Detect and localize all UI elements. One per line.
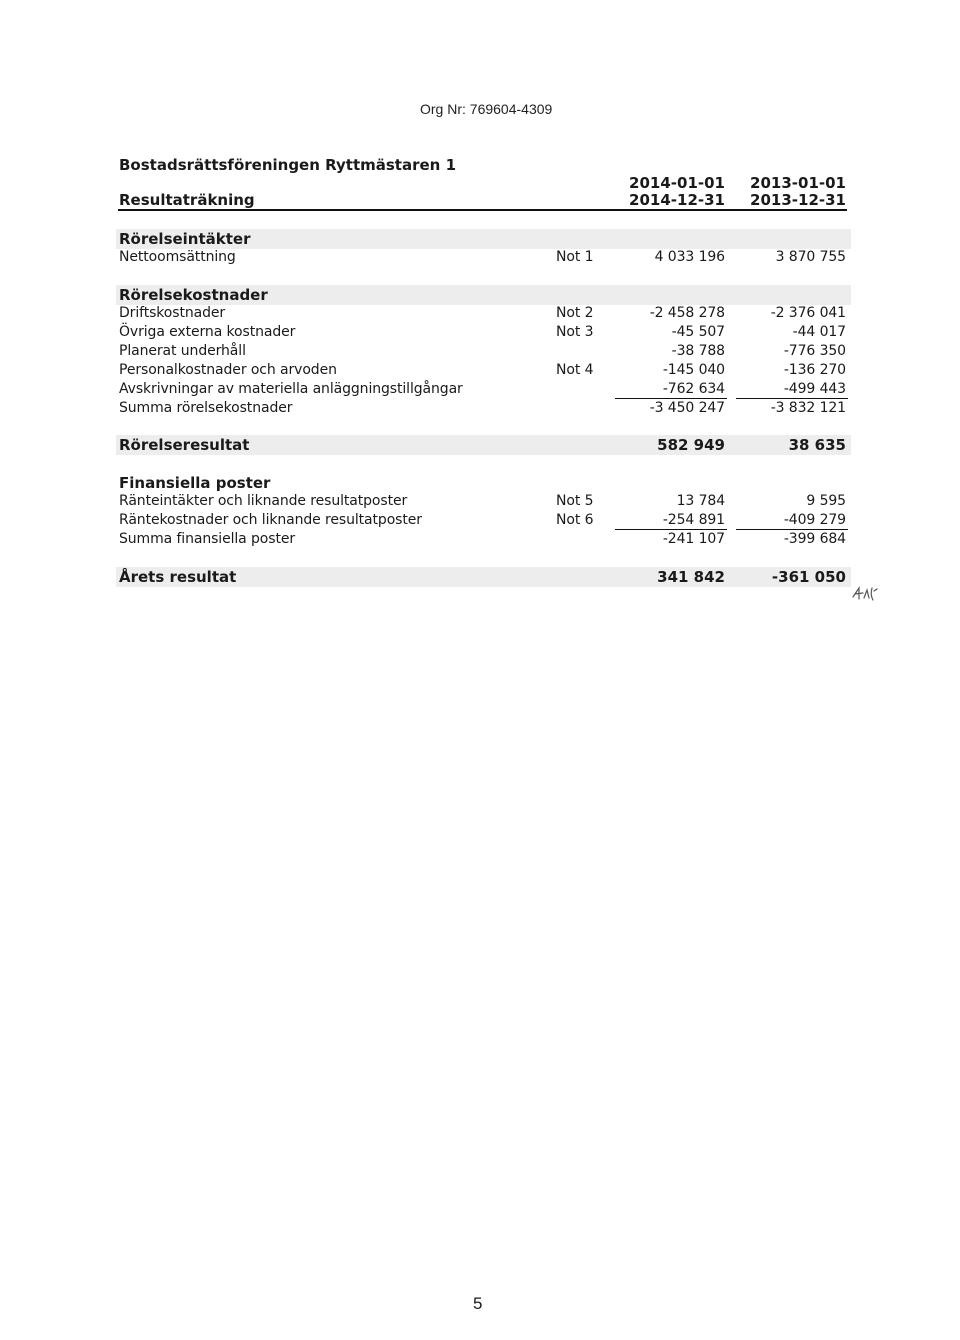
row-label: Ränteintäkter och liknande resultatposter — [119, 493, 408, 509]
income-heading: Rörelseintäkter — [119, 230, 251, 248]
total-label: Summa rörelsekostnader — [119, 400, 293, 416]
row-note: Not 2 — [556, 305, 594, 321]
row-label: Avskrivningar av materiella anläggningstillgångar — [119, 381, 463, 397]
period-2014-to: 2014-12-31 — [629, 191, 725, 209]
net-result-label: Årets resultat — [119, 568, 237, 586]
total-value-2013: -3 832 121 — [770, 400, 846, 416]
row-value-2013: -136 270 — [783, 362, 846, 378]
row-label: Planerat underhåll — [119, 343, 246, 359]
row-label: Nettoomsättning — [119, 249, 236, 265]
row-value-2014: -254 891 — [662, 512, 725, 528]
row-value-2014: -762 634 — [662, 381, 725, 397]
subtotal-rule-2014 — [615, 529, 727, 530]
row-value-2013: -776 350 — [783, 343, 846, 359]
header-rule — [118, 209, 847, 211]
row-value-2013: -44 017 — [792, 324, 846, 340]
row-value-2013: -2 376 041 — [770, 305, 846, 321]
row-note: Not 3 — [556, 324, 594, 340]
row-note: Not 1 — [556, 249, 594, 265]
subtotal-rule-2013 — [736, 529, 848, 530]
row-value-2013: -409 279 — [783, 512, 846, 528]
period-2013-to: 2013-12-31 — [750, 191, 846, 209]
row-value-2014: 4 033 196 — [654, 249, 725, 265]
total-value-2014: -3 450 247 — [649, 400, 725, 416]
operating-result-label: Rörelseresultat — [119, 436, 250, 454]
row-value-2014: -145 040 — [662, 362, 725, 378]
row-value-2013: 9 595 — [806, 493, 846, 509]
period-2013-from: 2013-01-01 — [750, 174, 846, 192]
net-result-2013: -361 050 — [771, 568, 846, 586]
row-value-2013: -499 443 — [783, 381, 846, 397]
row-note: Not 5 — [556, 493, 594, 509]
row-label: Personalkostnader och arvoden — [119, 362, 337, 378]
period-2014-from: 2014-01-01 — [629, 174, 725, 192]
operating-result-2014: 582 949 — [657, 436, 725, 454]
financial-heading: Finansiella poster — [119, 474, 271, 492]
page-number: 5 — [473, 1294, 483, 1313]
subtotal-rule-2013 — [736, 398, 848, 399]
total-label: Summa finansiella poster — [119, 531, 296, 547]
org-number: Org Nr: 769604-4309 — [420, 101, 553, 117]
costs-heading: Rörelsekostnader — [119, 286, 268, 304]
row-label: Driftskostnader — [119, 305, 226, 321]
row-note: Not 6 — [556, 512, 594, 528]
row-value-2013: 3 870 755 — [775, 249, 846, 265]
handwritten-initials — [850, 583, 880, 605]
net-result-2014: 341 842 — [657, 568, 725, 586]
row-value-2014: -45 507 — [671, 324, 725, 340]
row-value-2014: -38 788 — [671, 343, 725, 359]
row-note: Not 4 — [556, 362, 594, 378]
total-value-2014: -241 107 — [662, 531, 725, 547]
association-name: Bostadsrättsföreningen Ryttmästaren 1 — [119, 156, 457, 174]
subtotal-rule-2014 — [615, 398, 727, 399]
total-value-2013: -399 684 — [783, 531, 846, 547]
row-value-2014: 13 784 — [676, 493, 725, 509]
row-value-2014: -2 458 278 — [649, 305, 725, 321]
operating-result-2013: 38 635 — [788, 436, 846, 454]
row-label: Räntekostnader och liknande resultatposter — [119, 512, 422, 528]
statement-title: Resultaträkning — [119, 191, 255, 209]
row-label: Övriga externa kostnader — [119, 324, 296, 340]
